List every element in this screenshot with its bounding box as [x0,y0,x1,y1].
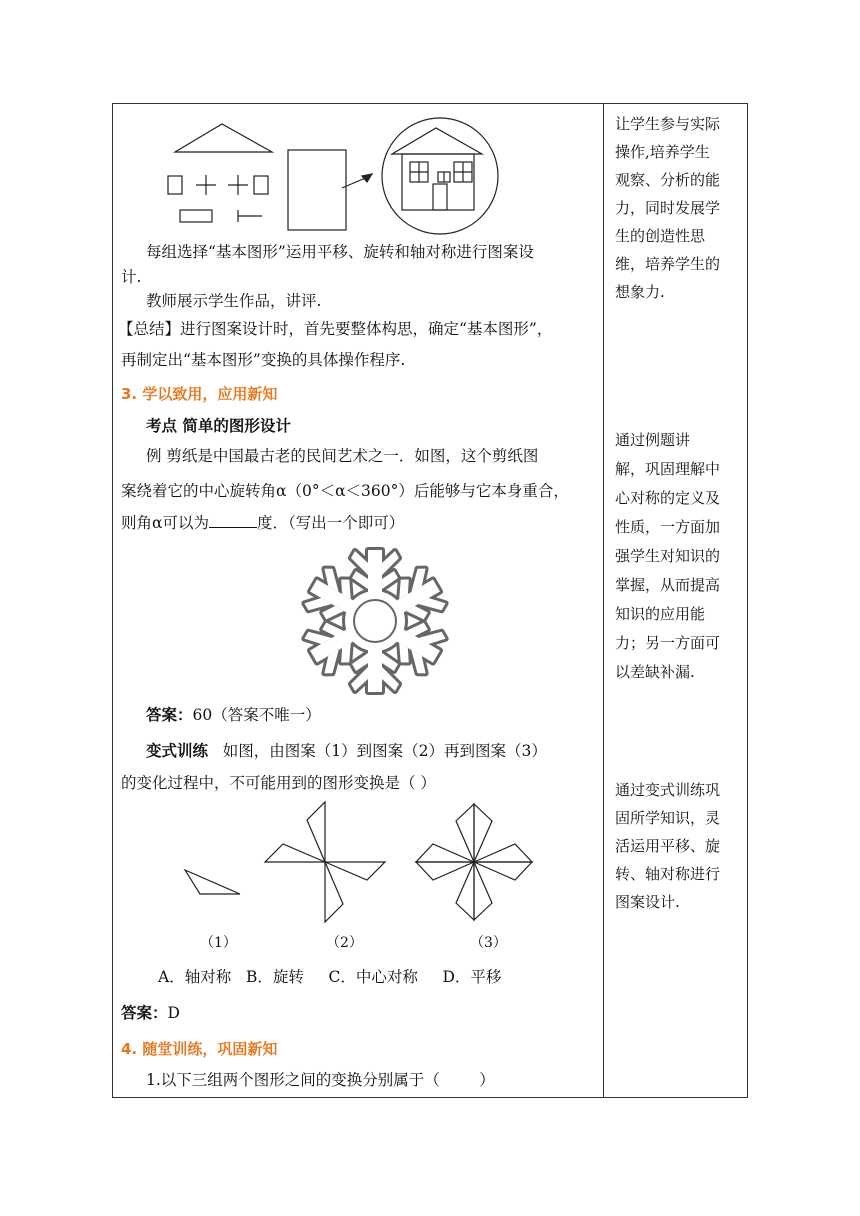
side-note-line: 活运用平移、旋 [615,837,721,855]
answer-1-label: 答案： [146,706,193,724]
p-teacher: 教师展示学生作品，讲评. [146,292,322,310]
side-note-line: 力；另一方面可 [615,634,721,652]
section-4-heading: 4. 随堂训练，巩固新知 [121,1040,278,1058]
side-note-line: 心对称的定义及 [615,489,721,507]
example-line-1: 例 剪纸是中国最古老的民间艺术之一．如图，这个剪纸图 [146,447,539,465]
variant-line-2: 的变化过程中，不可能用到的图形变换是（ ） [121,774,436,792]
question-1: 1.以下三组两个图形之间的变换分别属于（ ） [146,1071,495,1089]
example-line-3a: 则角α可以为 [121,514,209,532]
side-note-line: 强学生对知识的 [615,547,721,565]
example-line-3b: 度．（写出一个即可） [256,514,405,532]
side-note-line: 以差缺补漏. [615,663,695,681]
example-line-3 [121,512,404,534]
side-note-line: 观察、分析的能 [615,171,721,189]
answer-2-label: 答案： [121,1004,168,1022]
side-note-line: 掌握，从而提高 [615,576,721,594]
variant-line-1 [146,740,547,762]
section-3-heading: 3. 学以致用，应用新知 [121,385,278,403]
side-note-line: 通过变式训练巩 [615,781,721,799]
transformation-figures [180,800,540,925]
side-note-line: 操作,培养学生 [615,143,710,161]
side-note-line: 通过例题讲 [615,431,691,449]
answer-2-value: D [167,1004,180,1022]
side-note-line: 转、轴对称进行 [615,865,721,883]
answer-options: A．轴对称 B．旋转 C．中心对称 D．平移 [158,968,502,986]
fig-label-2: （2） [326,935,363,951]
answer-1-value: 60（答案不唯一） [192,706,321,724]
side-note-line: 性质，一方面加 [615,518,721,536]
column-divider [603,103,604,1098]
side-note-line: 解，巩固理解中 [615,460,721,478]
fig-label-3: （3） [470,935,507,951]
side-note-line: 图案设计. [615,893,680,911]
side-note-line: 知识的应用能 [615,605,706,623]
kaodian-title: 考点 简单的图形设计 [146,417,291,435]
side-note-line: 维，培养学生的 [615,255,721,273]
side-note-example [615,426,743,687]
side-note-line: 想象力. [615,283,665,301]
p-select: 每组选择“基本图形”运用平移、旋转和轴对称进行图案设 [146,243,534,261]
p-summary: 【总结】进行图案设计时，首先要整体构思，确定“基本图形”， [118,320,553,338]
answer-blank [209,513,257,528]
house-design-figure [160,118,500,236]
variant-label: 变式训练 [146,742,209,760]
answer-1 [146,704,321,726]
side-note-line: 生的创造性思 [615,227,706,245]
answer-2 [121,1002,180,1024]
p-select-cont: 计. [121,268,142,286]
fig-label-1: （1） [200,935,237,951]
snowflake-papercut-figure [300,546,450,696]
side-note-participation [615,110,743,306]
p-summary-cont: 再制定出“基本图形”变换的具体操作程序. [121,351,406,369]
side-note-variant [615,776,743,916]
variant-text: 如图，由图案（1）到图案（2）再到图案（3） [222,742,547,760]
example-line-2: 案绕着它的中心旋转角α（0°＜α＜360°）后能够与它本身重合， [121,482,569,500]
side-note-line: 让学生参与实际 [615,115,721,133]
side-note-line: 力，同时发展学 [615,199,721,217]
side-note-line: 固所学知识，灵 [615,809,721,827]
